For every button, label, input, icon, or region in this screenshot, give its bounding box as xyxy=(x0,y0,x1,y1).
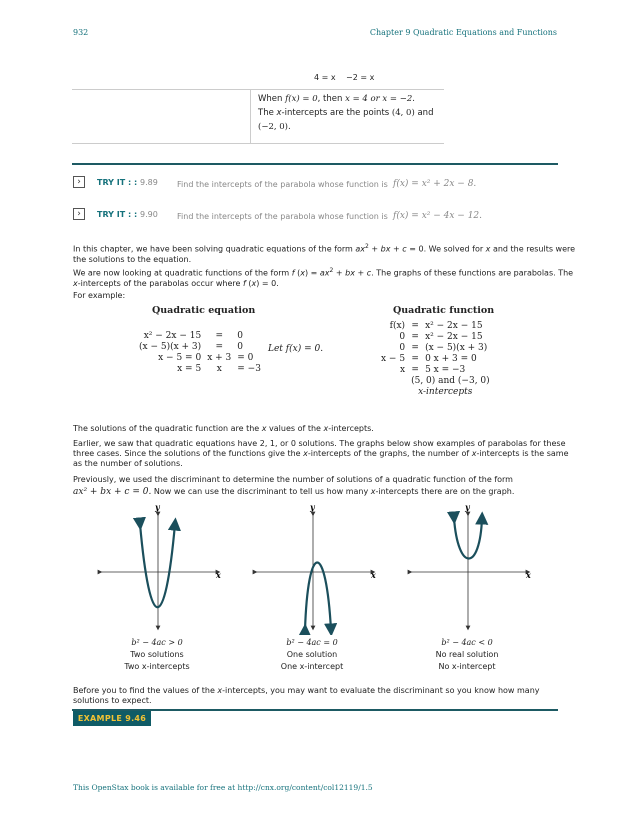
solution-line-3: (−2, 0). xyxy=(258,122,291,132)
graph-no-intercept xyxy=(410,502,531,628)
quadratic-function-title: Quadratic function xyxy=(393,305,495,316)
function-row: (5, 0) and (−3, 0) xyxy=(411,376,490,386)
for-example: For example: xyxy=(73,291,126,300)
x-axis-label: x xyxy=(216,570,221,580)
solution-bottom-line xyxy=(72,143,444,144)
try-it-number: 9.90 xyxy=(140,210,158,219)
equation-row: x − 5 = 0 x + 3 = 0 xyxy=(158,353,254,363)
equation-steps xyxy=(136,331,264,375)
parabola-curve xyxy=(140,524,175,607)
function-row: 0 = (x − 5)(x + 3) xyxy=(399,343,488,353)
solution-divider xyxy=(72,89,444,90)
discriminant-graphs xyxy=(90,500,560,635)
function-row: f(x) = x² − 2x − 15 xyxy=(389,321,483,331)
roots-right: −2 = x xyxy=(346,73,375,82)
page-number: 932 xyxy=(73,28,89,37)
roots-left: 4 = x xyxy=(314,73,336,82)
try-it-text: Find the intercepts of the parabola whose function is xyxy=(177,180,388,189)
solution-line-2: The x-intercepts are the points (4, 0) and xyxy=(258,108,434,118)
function-row: x − 5 = 0 x + 3 = 0 xyxy=(381,354,477,364)
function-row: x = 5 x = −3 xyxy=(400,365,466,375)
try-it-top-rule xyxy=(72,163,558,165)
paragraph-5: Previously, we used the discriminant to determine the number of solutions of a quadratic function of the form ax² + bx + c = 0. Now we can use the discriminant to tell us how many x-intercepts there are on the graph. xyxy=(73,475,515,497)
solution-explanation xyxy=(258,92,433,134)
try-it-text: Find the intercepts of the parabola whose function is xyxy=(177,212,388,221)
solution-line-1: When f(x) = 0, then x = 4 or x = −2. xyxy=(258,94,415,104)
try-it-row-2 xyxy=(73,207,559,223)
x-axis-label: x xyxy=(526,570,531,580)
chevron-right-icon[interactable]: › xyxy=(73,208,85,220)
equation-row: x = 5 x = −3 xyxy=(177,364,261,374)
quadratic-equation-title: Quadratic equation xyxy=(152,305,256,316)
paragraph-2: We are now looking at quadratic functions of the form f $(x) = ax^2$ + bx + c. The graphs of these functions are parabolas. The x-intercepts of the parabolas occur where f (x) = 0. xyxy=(73,267,574,288)
equation-row: x² − 2x − 15 = 0 xyxy=(143,331,243,341)
y-axis-label: y xyxy=(465,502,470,512)
example-label: EXAMPLE 9.46 xyxy=(73,711,151,726)
let-f-zero: Let f(x) = 0. xyxy=(268,344,324,354)
footer-note: This OpenStax book is available for free at http://cnx.org/content/col12119/1.5 xyxy=(73,783,373,792)
function-row: 0 = x² − 2x − 15 xyxy=(399,332,483,342)
caption-one-intercept: b² − 4ac = 0 One solution One x-intercept xyxy=(280,638,344,671)
caption-no-intercept: b² − 4ac < 0 No real solution No x-intercept xyxy=(435,638,499,671)
caption-two-intercepts: b² − 4ac > 0 Two solutions Two x-intercepts xyxy=(124,638,190,671)
graph-one-intercept xyxy=(255,502,376,630)
y-axis-label: y xyxy=(310,502,315,512)
parabola-curve xyxy=(305,563,331,631)
paragraph-6: Before you to find the values of the x-intercepts, you may want to evaluate the discriminant so you know how many solutions to expect. xyxy=(73,686,540,705)
try-it-label: TRY IT : : xyxy=(97,210,138,219)
y-axis-label: y xyxy=(155,502,160,512)
equation-row: (x − 5)(x + 3) = 0 xyxy=(139,342,243,352)
chevron-right-icon[interactable]: › xyxy=(73,176,85,188)
try-it-row-1 xyxy=(73,175,559,191)
try-it-math: f(x) = x² − 4x − 12. xyxy=(393,211,483,221)
chapter-title: Chapter 9 Quadratic Equations and Functions xyxy=(369,28,557,37)
function-steps xyxy=(378,321,493,398)
paragraph-1: In this chapter, we have been solving quadratic equations of the form $ax^2$ + bx + c = 0. We solved for x and the results were the solutions to the equation. xyxy=(73,243,576,264)
try-it-label: TRY IT : : xyxy=(97,178,138,187)
paragraph-4: Earlier, we saw that quadratic equations have 2, 1, or 0 solutions. The graphs below show examples of parabolas for these three cases. Since the solutions of the functions give the x-intercepts of the graphs, the number of x-intercepts is the same as the number of solutions. xyxy=(73,439,569,468)
solution-column-line xyxy=(250,89,251,143)
try-it-number: 9.89 xyxy=(140,178,158,187)
paragraph-3: The solutions of the quadratic function are the x values of the x-intercepts. xyxy=(73,424,374,433)
x-axis-label: x xyxy=(371,570,376,580)
try-it-math: f(x) = x² + 2x − 8. xyxy=(393,179,477,189)
function-row: x-intercepts xyxy=(418,387,473,397)
graph-two-intercepts xyxy=(100,502,221,628)
